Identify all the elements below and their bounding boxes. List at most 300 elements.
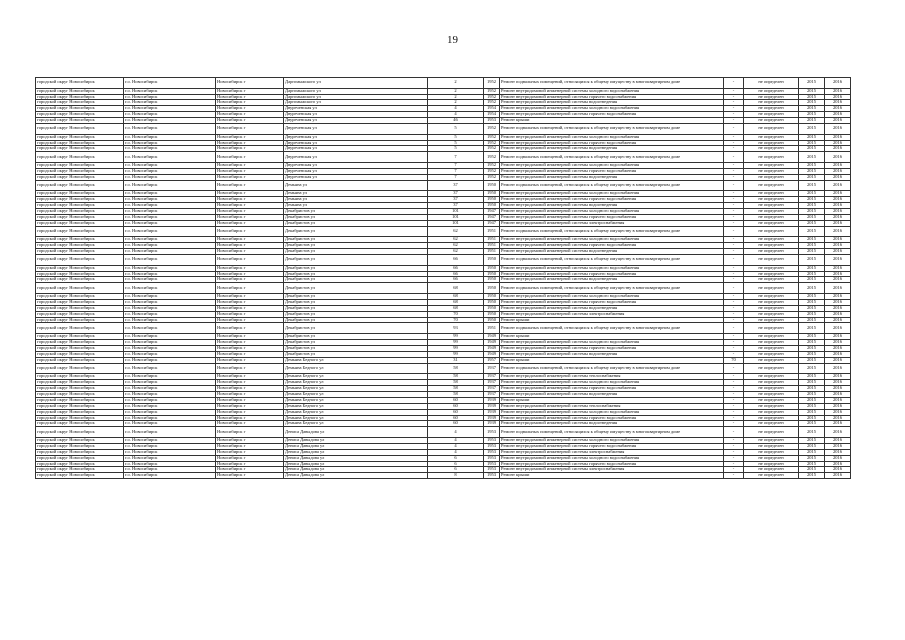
table-row bbox=[36, 226, 851, 237]
year-from-cell: 2015 bbox=[799, 191, 825, 197]
district-cell: городской округ Новосибирск bbox=[36, 421, 124, 427]
street-cell: Демьяна Бедного ул bbox=[284, 385, 428, 391]
work-cell: Ремонт внутридомовой инженерной системы водоотведения bbox=[500, 391, 724, 397]
year-to-cell: 2016 bbox=[825, 94, 851, 100]
work-cell: Ремонт внутридомовой инженерной системы электроснабжения bbox=[500, 449, 724, 455]
year-to-cell: 2016 bbox=[825, 467, 851, 473]
year-to-cell: 2016 bbox=[825, 249, 851, 255]
settlement-cell: Новосибирск г bbox=[216, 305, 284, 311]
district-cell: городской округ Новосибирск bbox=[36, 174, 124, 180]
house-cell: 31 bbox=[428, 357, 484, 363]
work-cell: Ремонт крыши bbox=[500, 334, 724, 340]
settlement-cell: Новосибирск г bbox=[216, 168, 284, 174]
street-cell: Демьяна Бедного ул bbox=[284, 397, 428, 403]
year-from-cell: 2015 bbox=[799, 334, 825, 340]
street-cell: Двуреченская ул bbox=[284, 162, 428, 168]
year-from-cell: 2015 bbox=[799, 174, 825, 180]
year-to-cell: 2016 bbox=[825, 140, 851, 146]
cost-cell: - bbox=[724, 437, 744, 443]
year-cell: 1949 bbox=[484, 334, 500, 340]
cost-cell: - bbox=[724, 427, 744, 438]
settlement-cell: Новосибирск г bbox=[216, 391, 284, 397]
city-cell: г.о. Новосибирск bbox=[124, 409, 216, 415]
year-to-cell: 2016 bbox=[825, 214, 851, 220]
status-cell: не определен bbox=[744, 94, 799, 100]
house-cell: 99 bbox=[428, 334, 484, 340]
house-cell: 4 bbox=[428, 112, 484, 118]
year-from-cell: 2015 bbox=[799, 112, 825, 118]
house-cell: 4 bbox=[428, 106, 484, 112]
street-cell: Декабристов ул bbox=[284, 277, 428, 283]
work-cell: Ремонт внутридомовой инженерной системы горячего водоснабжения bbox=[500, 345, 724, 351]
year-cell: 1949 bbox=[484, 345, 500, 351]
year-from-cell: 2015 bbox=[799, 397, 825, 403]
house-cell: 46 bbox=[428, 118, 484, 124]
street-cell: Демьяна Бедного ул bbox=[284, 403, 428, 409]
house-cell: 68 bbox=[428, 283, 484, 294]
year-cell: 1952 bbox=[484, 162, 500, 168]
year-to-cell: 2016 bbox=[825, 427, 851, 438]
year-to-cell: 2016 bbox=[825, 385, 851, 391]
year-from-cell: 2015 bbox=[799, 220, 825, 226]
house-cell: 68 bbox=[428, 305, 484, 311]
settlement-cell: Новосибирск г bbox=[216, 357, 284, 363]
year-from-cell: 2015 bbox=[799, 106, 825, 112]
city-cell: г.о. Новосибирск bbox=[124, 299, 216, 305]
settlement-cell: Новосибирск г bbox=[216, 203, 284, 209]
cost-cell: - bbox=[724, 283, 744, 294]
city-cell: г.о. Новосибирск bbox=[124, 226, 216, 237]
cost-cell: - bbox=[724, 374, 744, 380]
year-from-cell: 2015 bbox=[799, 146, 825, 152]
cost-cell: - bbox=[724, 140, 744, 146]
year-to-cell: 2016 bbox=[825, 237, 851, 243]
year-to-cell: 2016 bbox=[825, 409, 851, 415]
city-cell: г.о. Новосибирск bbox=[124, 339, 216, 345]
city-cell: г.о. Новосибирск bbox=[124, 78, 216, 89]
year-from-cell: 2015 bbox=[799, 415, 825, 421]
year-to-cell: 2016 bbox=[825, 357, 851, 363]
work-cell: Ремонт внутридомовой инженерной системы горячего водоснабжения bbox=[500, 385, 724, 391]
city-cell: г.о. Новосибирск bbox=[124, 277, 216, 283]
cost-cell: - bbox=[724, 134, 744, 140]
status-cell: не определен bbox=[744, 467, 799, 473]
settlement-cell: Новосибирск г bbox=[216, 146, 284, 152]
status-cell: не определен bbox=[744, 112, 799, 118]
work-cell: Ремонт внутридомовой инженерной системы водоотведения bbox=[500, 146, 724, 152]
status-cell: не определен bbox=[744, 473, 799, 479]
district-cell: городской округ Новосибирск bbox=[36, 293, 124, 299]
year-to-cell: 2016 bbox=[825, 437, 851, 443]
work-cell: Ремонт внутридомовой инженерной системы холодного водоснабжения bbox=[500, 339, 724, 345]
status-cell: не определен bbox=[744, 265, 799, 271]
settlement-cell: Новосибирск г bbox=[216, 226, 284, 237]
status-cell: не определен bbox=[744, 363, 799, 374]
city-cell: г.о. Новосибирск bbox=[124, 317, 216, 323]
year-to-cell: 2016 bbox=[825, 88, 851, 94]
street-cell: Демьяна Бедного ул bbox=[284, 374, 428, 380]
year-to-cell: 2016 bbox=[825, 403, 851, 409]
year-to-cell: 2016 bbox=[825, 134, 851, 140]
district-cell: городской округ Новосибирск bbox=[36, 277, 124, 283]
street-cell: Двуреченская ул bbox=[284, 146, 428, 152]
house-cell: 5 bbox=[428, 134, 484, 140]
year-cell: 1952 bbox=[484, 168, 500, 174]
cost-cell: - bbox=[724, 168, 744, 174]
settlement-cell: Новосибирск г bbox=[216, 299, 284, 305]
district-cell: городской округ Новосибирск bbox=[36, 191, 124, 197]
table-row bbox=[36, 124, 851, 135]
page-number: 19 bbox=[447, 34, 458, 46]
district-cell: городской округ Новосибирск bbox=[36, 88, 124, 94]
street-cell: Декабристов ул bbox=[284, 311, 428, 317]
city-cell: г.о. Новосибирск bbox=[124, 220, 216, 226]
city-cell: г.о. Новосибирск bbox=[124, 271, 216, 277]
year-cell: 1952 bbox=[484, 94, 500, 100]
street-cell: Дениса Давыдова ул bbox=[284, 449, 428, 455]
settlement-cell: Новосибирск г bbox=[216, 323, 284, 334]
year-cell: 1952 bbox=[484, 100, 500, 106]
work-cell: Ремонт внутридомовой инженерной системы теплоснабжения bbox=[500, 403, 724, 409]
district-cell: городской округ Новосибирск bbox=[36, 243, 124, 249]
work-cell: Ремонт внутридомовой инженерной системы холодного водоснабжения bbox=[500, 293, 724, 299]
settlement-cell: Новосибирск г bbox=[216, 277, 284, 283]
street-cell: Декабристов ул bbox=[284, 323, 428, 334]
year-from-cell: 2015 bbox=[799, 293, 825, 299]
cost-cell: - bbox=[724, 220, 744, 226]
year-cell: 1937 bbox=[484, 374, 500, 380]
settlement-cell: Новосибирск г bbox=[216, 455, 284, 461]
year-to-cell: 2016 bbox=[825, 391, 851, 397]
city-cell: г.о. Новосибирск bbox=[124, 305, 216, 311]
status-cell: не определен bbox=[744, 134, 799, 140]
house-cell: 99 bbox=[428, 351, 484, 357]
district-cell: городской округ Новосибирск bbox=[36, 112, 124, 118]
cost-cell: - bbox=[724, 403, 744, 409]
settlement-cell: Новосибирск г bbox=[216, 106, 284, 112]
city-cell: г.о. Новосибирск bbox=[124, 112, 216, 118]
house-cell: 58 bbox=[428, 385, 484, 391]
district-cell: городской округ Новосибирск bbox=[36, 168, 124, 174]
street-cell: Двуреченская ул bbox=[284, 168, 428, 174]
district-cell: городской округ Новосибирск bbox=[36, 78, 124, 89]
year-cell: 1951 bbox=[484, 243, 500, 249]
district-cell: городской округ Новосибирск bbox=[36, 363, 124, 374]
year-to-cell: 2016 bbox=[825, 162, 851, 168]
year-to-cell: 2016 bbox=[825, 334, 851, 340]
year-to-cell: 2016 bbox=[825, 78, 851, 89]
year-from-cell: 2015 bbox=[799, 351, 825, 357]
year-from-cell: 2015 bbox=[799, 317, 825, 323]
district-cell: городской округ Новосибирск bbox=[36, 249, 124, 255]
district-cell: городской округ Новосибирск bbox=[36, 299, 124, 305]
house-cell: 58 bbox=[428, 391, 484, 397]
status-cell: не определен bbox=[744, 220, 799, 226]
status-cell: не определен bbox=[744, 293, 799, 299]
status-cell: не определен bbox=[744, 437, 799, 443]
work-cell: Ремонт подвальных помещений, относящихся к общему имуществу в многоквартирном доме bbox=[500, 363, 724, 374]
year-cell: 1950 bbox=[484, 265, 500, 271]
street-cell: Декабристов ул bbox=[284, 226, 428, 237]
city-cell: г.о. Новосибирск bbox=[124, 162, 216, 168]
settlement-cell: Новосибирск г bbox=[216, 162, 284, 168]
year-cell: 1949 bbox=[484, 351, 500, 357]
street-cell: Декабристов ул bbox=[284, 208, 428, 214]
year-from-cell: 2015 bbox=[799, 345, 825, 351]
cost-cell: - bbox=[724, 473, 744, 479]
house-cell: 62 bbox=[428, 237, 484, 243]
work-cell: Ремонт внутридомовой инженерной системы водоотведения bbox=[500, 100, 724, 106]
work-cell: Ремонт внутридомовой инженерной системы водоотведения bbox=[500, 351, 724, 357]
settlement-cell: Новосибирск г bbox=[216, 421, 284, 427]
city-cell: г.о. Новосибирск bbox=[124, 106, 216, 112]
year-cell: 1953 bbox=[484, 437, 500, 443]
year-cell: 1950 bbox=[484, 197, 500, 203]
house-cell: 4 bbox=[428, 437, 484, 443]
district-cell: городской округ Новосибирск bbox=[36, 323, 124, 334]
year-from-cell: 2015 bbox=[799, 243, 825, 249]
district-cell: городской округ Новосибирск bbox=[36, 134, 124, 140]
year-cell: 1951 bbox=[484, 323, 500, 334]
year-to-cell: 2016 bbox=[825, 152, 851, 163]
settlement-cell: Новосибирск г bbox=[216, 94, 284, 100]
city-cell: г.о. Новосибирск bbox=[124, 197, 216, 203]
year-cell: 1952 bbox=[484, 152, 500, 163]
year-from-cell: 2015 bbox=[799, 152, 825, 163]
year-cell: 1950 bbox=[484, 283, 500, 294]
year-from-cell: 2015 bbox=[799, 88, 825, 94]
work-cell: Ремонт внутридомовой инженерной системы горячего водоснабжения bbox=[500, 243, 724, 249]
cost-cell: - bbox=[724, 180, 744, 191]
city-cell: г.о. Новосибирск bbox=[124, 293, 216, 299]
settlement-cell: Новосибирск г bbox=[216, 409, 284, 415]
street-cell: Декабристов ул bbox=[284, 339, 428, 345]
district-cell: городской округ Новосибирск bbox=[36, 305, 124, 311]
status-cell: не определен bbox=[744, 180, 799, 191]
cost-cell: - bbox=[724, 152, 744, 163]
street-cell: Декабристов ул bbox=[284, 214, 428, 220]
year-to-cell: 2016 bbox=[825, 197, 851, 203]
work-cell: Ремонт внутридомовой инженерной системы горячего водоснабжения bbox=[500, 94, 724, 100]
year-cell: 1952 bbox=[484, 134, 500, 140]
district-cell: городской округ Новосибирск bbox=[36, 334, 124, 340]
cost-cell: - bbox=[724, 118, 744, 124]
year-from-cell: 2015 bbox=[799, 299, 825, 305]
status-cell: не определен bbox=[744, 317, 799, 323]
table-body bbox=[36, 78, 851, 479]
year-cell: 1939 bbox=[484, 421, 500, 427]
status-cell: не определен bbox=[744, 208, 799, 214]
year-to-cell: 2016 bbox=[825, 243, 851, 249]
city-cell: г.о. Новосибирск bbox=[124, 208, 216, 214]
street-cell: Дениса Давыдова ул bbox=[284, 455, 428, 461]
cost-cell: - bbox=[724, 94, 744, 100]
work-cell: Ремонт подвальных помещений, относящихся к общему имуществу в многоквартирном доме bbox=[500, 283, 724, 294]
street-cell: Декабристов ул bbox=[284, 345, 428, 351]
work-cell: Ремонт внутридомовой инженерной системы горячего водоснабжения bbox=[500, 443, 724, 449]
settlement-cell: Новосибирск г bbox=[216, 249, 284, 255]
work-cell: Ремонт внутридомовой инженерной системы холодного водоснабжения bbox=[500, 88, 724, 94]
work-cell: Ремонт внутридомовой инженерной системы холодного водоснабжения bbox=[500, 162, 724, 168]
work-cell: Ремонт внутридомовой инженерной системы холодного водоснабжения bbox=[500, 265, 724, 271]
work-cell: Ремонт внутридомовой инженерной системы водоотведения bbox=[500, 277, 724, 283]
settlement-cell: Новосибирск г bbox=[216, 174, 284, 180]
work-cell: Ремонт внутридомовой инженерной системы горячего водоснабжения bbox=[500, 299, 724, 305]
street-cell: Декабристов ул bbox=[284, 334, 428, 340]
year-to-cell: 2016 bbox=[825, 397, 851, 403]
house-cell: 4 bbox=[428, 443, 484, 449]
district-cell: городской округ Новосибирск bbox=[36, 443, 124, 449]
cost-cell: - bbox=[724, 243, 744, 249]
cost-cell: - bbox=[724, 255, 744, 266]
status-cell: не определен bbox=[744, 334, 799, 340]
house-cell: 66 bbox=[428, 271, 484, 277]
table-row bbox=[36, 180, 851, 191]
table-row bbox=[36, 473, 851, 479]
year-from-cell: 2015 bbox=[799, 427, 825, 438]
status-cell: не определен bbox=[744, 449, 799, 455]
city-cell: г.о. Новосибирск bbox=[124, 345, 216, 351]
status-cell: не определен bbox=[744, 305, 799, 311]
cost-cell: - bbox=[724, 271, 744, 277]
city-cell: г.о. Новосибирск bbox=[124, 334, 216, 340]
work-cell: Ремонт внутридомовой инженерной системы холодного водоснабжения bbox=[500, 409, 724, 415]
year-to-cell: 2016 bbox=[825, 271, 851, 277]
year-from-cell: 2015 bbox=[799, 323, 825, 334]
house-cell: 62 bbox=[428, 226, 484, 237]
status-cell: не определен bbox=[744, 243, 799, 249]
district-cell: городской округ Новосибирск bbox=[36, 265, 124, 271]
status-cell: не определен bbox=[744, 118, 799, 124]
district-cell: городской округ Новосибирск bbox=[36, 427, 124, 438]
city-cell: г.о. Новосибирск bbox=[124, 357, 216, 363]
year-from-cell: 2015 bbox=[799, 140, 825, 146]
street-cell: Демьяна Бедного ул bbox=[284, 380, 428, 386]
year-cell: 1937 bbox=[484, 380, 500, 386]
year-to-cell: 2016 bbox=[825, 421, 851, 427]
city-cell: г.о. Новосибирск bbox=[124, 88, 216, 94]
district-cell: городской округ Новосибирск bbox=[36, 208, 124, 214]
district-cell: городской округ Новосибирск bbox=[36, 385, 124, 391]
city-cell: г.о. Новосибирск bbox=[124, 385, 216, 391]
city-cell: г.о. Новосибирск bbox=[124, 455, 216, 461]
year-to-cell: 2016 bbox=[825, 168, 851, 174]
year-to-cell: 2016 bbox=[825, 380, 851, 386]
city-cell: г.о. Новосибирск bbox=[124, 443, 216, 449]
house-cell: 2 bbox=[428, 88, 484, 94]
year-from-cell: 2015 bbox=[799, 237, 825, 243]
work-cell: Ремонт подвальных помещений, относящихся к общему имуществу в многоквартирном доме bbox=[500, 226, 724, 237]
settlement-cell: Новосибирск г bbox=[216, 197, 284, 203]
house-cell: 6 bbox=[428, 455, 484, 461]
year-to-cell: 2016 bbox=[825, 100, 851, 106]
status-cell: не определен bbox=[744, 237, 799, 243]
cost-cell: - bbox=[724, 237, 744, 243]
year-from-cell: 2015 bbox=[799, 449, 825, 455]
status-cell: не определен bbox=[744, 299, 799, 305]
district-cell: городской округ Новосибирск bbox=[36, 455, 124, 461]
city-cell: г.о. Новосибирск bbox=[124, 118, 216, 124]
house-cell: 99 bbox=[428, 339, 484, 345]
settlement-cell: Новосибирск г bbox=[216, 118, 284, 124]
work-cell: Ремонт внутридомовой инженерной системы электроснабжения bbox=[500, 467, 724, 473]
cost-cell: - bbox=[724, 88, 744, 94]
city-cell: г.о. Новосибирск bbox=[124, 449, 216, 455]
year-cell: 1950 bbox=[484, 277, 500, 283]
year-to-cell: 2016 bbox=[825, 180, 851, 191]
status-cell: не определен bbox=[744, 152, 799, 163]
house-cell: 2 bbox=[428, 100, 484, 106]
work-cell: Ремонт внутридомовой инженерной системы водоотведения bbox=[500, 249, 724, 255]
house-cell: 66 bbox=[428, 277, 484, 283]
house-cell: 7 bbox=[428, 168, 484, 174]
house-cell: 5 bbox=[428, 140, 484, 146]
cost-cell: - bbox=[724, 208, 744, 214]
house-cell: 62 bbox=[428, 249, 484, 255]
work-cell: Ремонт внутридомовой инженерной системы горячего водоснабжения bbox=[500, 271, 724, 277]
house-cell: 2 bbox=[428, 78, 484, 89]
year-to-cell: 2016 bbox=[825, 455, 851, 461]
status-cell: не определен bbox=[744, 78, 799, 89]
year-from-cell: 2015 bbox=[799, 443, 825, 449]
cost-cell: - bbox=[724, 146, 744, 152]
year-from-cell: 2015 bbox=[799, 208, 825, 214]
year-from-cell: 2015 bbox=[799, 380, 825, 386]
street-cell: Дениса Давыдова ул bbox=[284, 461, 428, 467]
year-to-cell: 2016 bbox=[825, 226, 851, 237]
street-cell: Даргомыжского ул bbox=[284, 100, 428, 106]
district-cell: городской округ Новосибирск bbox=[36, 437, 124, 443]
settlement-cell: Новосибирск г bbox=[216, 437, 284, 443]
district-cell: городской округ Новосибирск bbox=[36, 100, 124, 106]
district-cell: городской округ Новосибирск bbox=[36, 409, 124, 415]
city-cell: г.о. Новосибирск bbox=[124, 311, 216, 317]
city-cell: г.о. Новосибирск bbox=[124, 203, 216, 209]
street-cell: Декабристов ул bbox=[284, 271, 428, 277]
year-from-cell: 2015 bbox=[799, 78, 825, 89]
work-cell: Ремонт крыши bbox=[500, 473, 724, 479]
street-cell: Дениса Давыдова ул bbox=[284, 467, 428, 473]
cost-cell: - bbox=[724, 311, 744, 317]
district-cell: городской округ Новосибирск bbox=[36, 94, 124, 100]
work-cell: Ремонт крыши bbox=[500, 397, 724, 403]
city-cell: г.о. Новосибирск bbox=[124, 415, 216, 421]
city-cell: г.о. Новосибирск bbox=[124, 265, 216, 271]
street-cell: Демьяна ул bbox=[284, 197, 428, 203]
settlement-cell: Новосибирск г bbox=[216, 339, 284, 345]
house-cell: 2 bbox=[428, 94, 484, 100]
year-from-cell: 2015 bbox=[799, 249, 825, 255]
district-cell: городской округ Новосибирск bbox=[36, 461, 124, 467]
district-cell: городской округ Новосибирск bbox=[36, 203, 124, 209]
year-cell: 1953 bbox=[484, 467, 500, 473]
settlement-cell: Новосибирск г bbox=[216, 88, 284, 94]
year-to-cell: 2016 bbox=[825, 415, 851, 421]
district-cell: городской округ Новосибирск bbox=[36, 391, 124, 397]
city-cell: г.о. Новосибирск bbox=[124, 421, 216, 427]
district-cell: городской округ Новосибирск bbox=[36, 339, 124, 345]
status-cell: не определен bbox=[744, 191, 799, 197]
year-cell: 1953 bbox=[484, 473, 500, 479]
district-cell: городской округ Новосибирск bbox=[36, 403, 124, 409]
settlement-cell: Новосибирск г bbox=[216, 112, 284, 118]
settlement-cell: Новосибирск г bbox=[216, 293, 284, 299]
work-cell: Ремонт внутридомовой инженерной системы горячего водоснабжения bbox=[500, 112, 724, 118]
year-to-cell: 2016 bbox=[825, 317, 851, 323]
street-cell: Декабристов ул bbox=[284, 265, 428, 271]
city-cell: г.о. Новосибирск bbox=[124, 100, 216, 106]
cost-cell: 70 bbox=[724, 357, 744, 363]
